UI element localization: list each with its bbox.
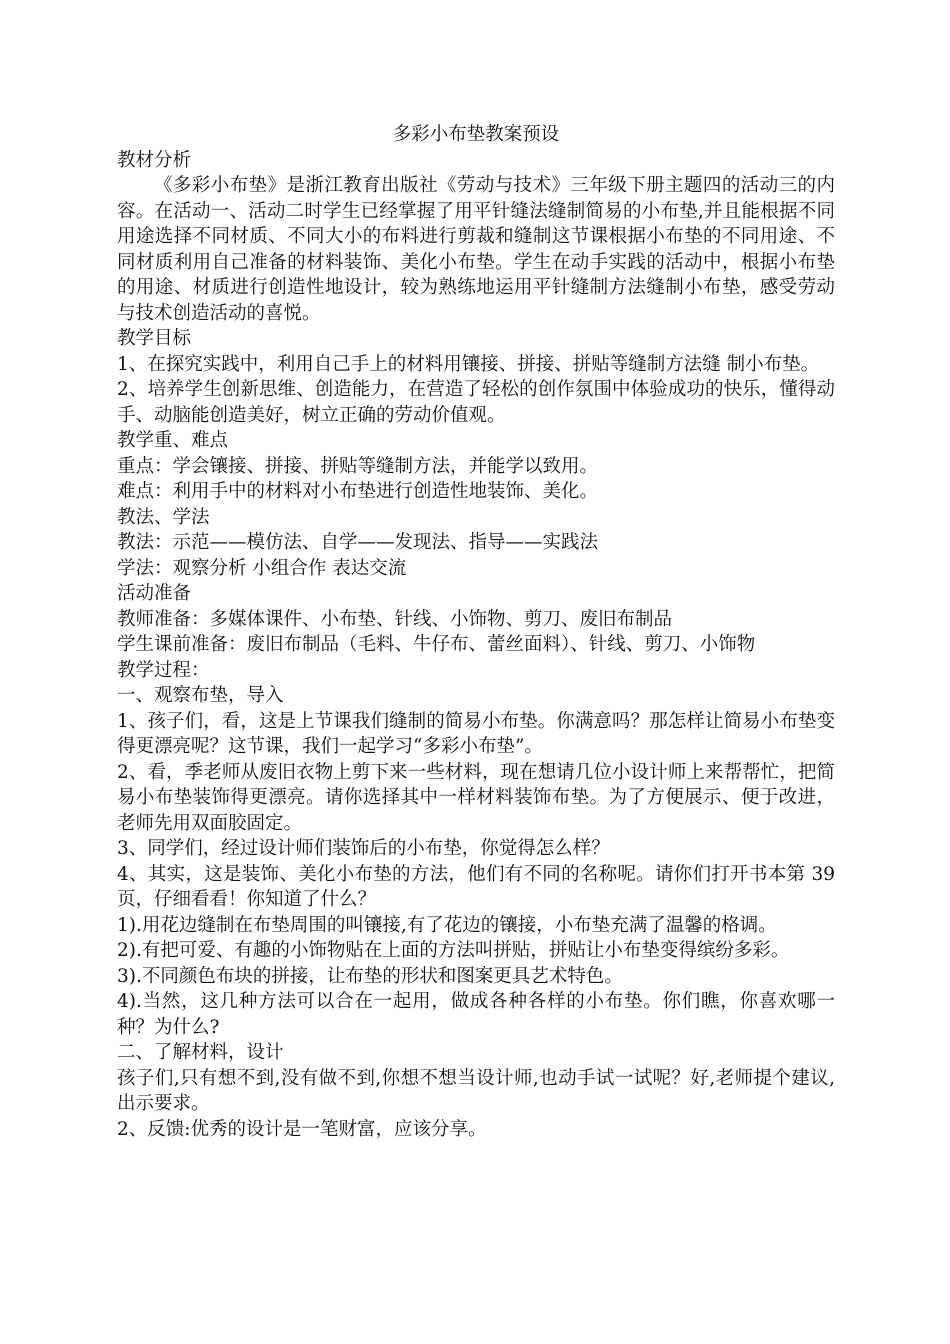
paragraph: 难点：利用手中的材料对小布垫进行创造性地装饰、美化。 (117, 481, 599, 502)
paragraph: 2).有把可爱、有趣的小饰物贴在上面的方法叫拼贴，拼贴让小布垫变得缤纷多彩。 (117, 940, 790, 961)
paragraph: 孩子们,只有想不到,没有做不到,你想不想当设计师,也动手试一试呢？好,老师提个建议,出示要求。 (117, 1067, 835, 1114)
paragraph: 教学目标 (117, 328, 192, 349)
document-title: 多彩小布垫教案预设 (392, 124, 560, 145)
paragraph: 教材分析 (117, 149, 192, 171)
paragraph: 2、培养学生创新思维、创造能力，在营造了轻松的创作氛围中体验成功的快乐，懂得动手、动脑能创造美好，树立正确的劳动价值观。 (117, 379, 835, 426)
paragraph: 活动准备 (117, 583, 192, 604)
paragraph: 教学过程： (117, 659, 210, 681)
paragraph: 二、了解材料，设计 (117, 1042, 284, 1063)
paragraph: 1、孩子们，看，这是上节课我们缝制的简易小布垫。你满意吗？那怎样让简易小布垫变得更漂亮呢？这节课，我们一起学习“多彩小布垫”。 (117, 710, 835, 757)
paragraph: 教法：示范——模仿法、自学——发现法、指导——实践法 (117, 532, 599, 553)
paragraph: 《多彩小布垫》是浙江教育出版社《劳动与技术》三年级下册主题四的活动三的内容。在活动一、活动二时学生已经掌握了用平针缝法缝制简易的小布垫,并且能根据不同用途选择不同材质、不同大小的布料进行剪裁和缝制这节课根据小布垫的不同用途、不同材质利用自己准备的材料装饰、美化小布垫。学生在动手实践的活动中，根据小布垫的用途、材质进行创造性地设计，较为熟练地运用平针缝制方法缝制小布垫，感受劳动与技术创造活动的喜悦。 (117, 175, 835, 324)
paragraph: 3、同学们，经过设计师们装饰后的小布垫，你觉得怎么样？ (117, 838, 610, 859)
paragraph: 1).用花边缝制在布垫周围的叫镶接,有了花边的镶接，小布垫充满了温馨的格调。 (117, 914, 777, 936)
paragraph-list (117, 148, 835, 1143)
paragraph: 教学重、难点 (117, 430, 229, 451)
paragraph: 教法、学法 (117, 506, 210, 528)
paragraph: 2、反馈:优秀的设计是一笔财富，应该分享。 (117, 1118, 487, 1140)
paragraph: 学法：观察分析 小组合作 表达交流 (117, 557, 407, 579)
paragraph: 4).当然，这几种方法可以合在一起用，做成各种各样的小布垫。你们瞧，你喜欢哪一种？为什么? (117, 991, 835, 1038)
paragraph: 1、在探究实践中，利用自己手上的材料用镶接、拼接、拼贴等缝制方法缝 制小布垫。 (117, 353, 820, 375)
paragraph: 2、看，季老师从废旧衣物上剪下来一些材料，现在想请几位小设计师上来帮帮忙，把简易小布垫装饰得更漂亮。请你选择其中一样材料装饰布垫。为了方便展示、便于改进，老师先用双面胶固定。 (117, 761, 835, 834)
paragraph: 教师准备：多媒体课件、小布垫、针线、小饰物、剪刀、废旧布制品 (117, 608, 673, 630)
paragraph: 重点：学会镶接、拼接、拼贴等缝制方法，并能学以致用。 (117, 455, 599, 477)
paragraph: 3).不同颜色布块的拼接，让布垫的形状和图案更具艺术特色。 (117, 965, 623, 987)
paragraph: 学生课前准备：废旧布制品（毛料、牛仔布、蕾丝面料）、针线、剪刀、小饰物 (117, 634, 756, 655)
document-body (117, 122, 835, 1142)
paragraph: 一、观察布垫，导入 (117, 685, 284, 706)
paragraph: 4、其实，这是装饰、美化小布垫的方法，他们有不同的名称呢。请你们打开书本第 39 页，仔细看看！你知道了什么？ (117, 863, 835, 910)
